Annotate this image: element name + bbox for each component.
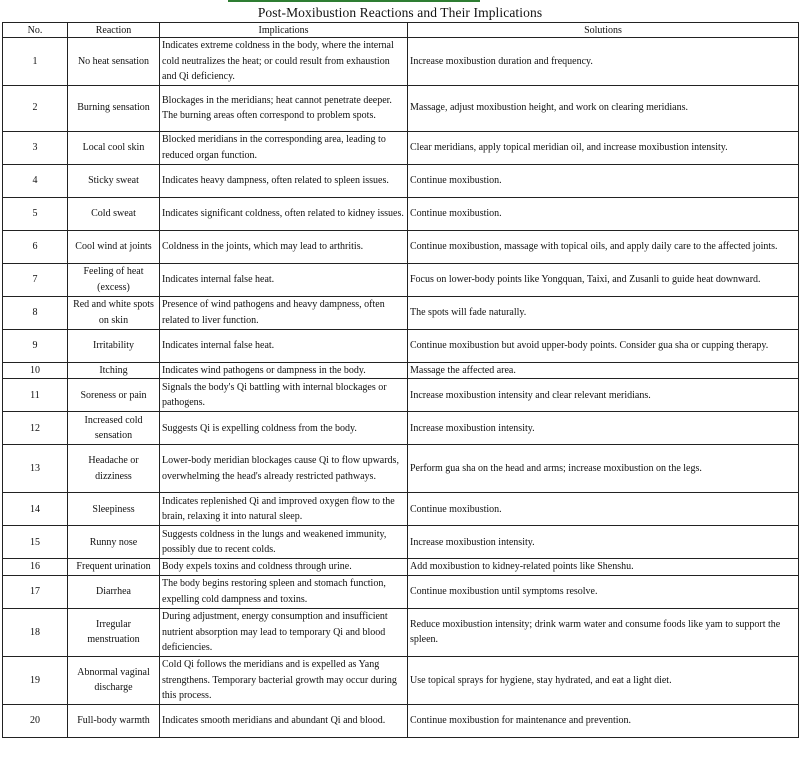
table-row [3,445,799,493]
table-row [3,164,799,197]
solutions-cell: Increase moxibustion intensity and clear relevant meridians. [408,379,799,412]
column-header-reaction: Reaction [68,23,160,38]
no-cell: 19 [3,656,68,704]
reaction-cell: Irregular menstruation [68,608,160,656]
reaction-cell: Burning sensation [68,85,160,131]
implications-cell: During adjustment, energy consumption and insufficient nutrient absorption may lead to temporary Qi and blood deficiencies. [160,608,408,656]
column-header-solutions: Solutions [408,23,799,38]
reaction-cell: Irritability [68,329,160,362]
table-row [3,263,799,296]
column-header-implications: Implications [160,23,408,38]
table-row [3,296,799,329]
reaction-cell: Feeling of heat (excess) [68,263,160,296]
no-cell: 14 [3,493,68,526]
solutions-cell: Use topical sprays for hygiene, stay hydrated, and eat a light diet. [408,656,799,704]
no-cell: 3 [3,131,68,164]
reaction-cell: Increased cold sensation [68,412,160,445]
solutions-cell: Continue moxibustion but avoid upper-body points. Consider gua sha or cupping therapy. [408,329,799,362]
reaction-cell: Headache or dizziness [68,445,160,493]
no-cell: 13 [3,445,68,493]
table-row [3,559,799,576]
solutions-cell: Massage the affected area. [408,362,799,379]
implications-cell: Lower-body meridian blockages cause Qi to flow upwards, overwhelming the head's already restricted pathways. [160,445,408,493]
reaction-cell: Itching [68,362,160,379]
solutions-cell: Massage, adjust moxibustion height, and work on clearing meridians. [408,85,799,131]
no-cell: 1 [3,38,68,86]
title-accent-bar [228,0,480,2]
no-cell: 20 [3,704,68,737]
no-cell: 2 [3,85,68,131]
solutions-cell: Increase moxibustion intensity. [408,526,799,559]
implications-cell: Indicates smooth meridians and abundant Qi and blood. [160,704,408,737]
table-row [3,608,799,656]
no-cell: 4 [3,164,68,197]
solutions-cell: Focus on lower-body points like Yongquan, Taixi, and Zusanli to guide heat downward. [408,263,799,296]
implications-cell: Blocked meridians in the corresponding area, leading to reduced organ function. [160,131,408,164]
table-row [3,575,799,608]
implications-cell: Indicates extreme coldness in the body, where the internal cold neutralizes the heat; or could result from exhaustion and Qi deficiency. [160,38,408,86]
reaction-cell: Sticky sweat [68,164,160,197]
table-row [3,85,799,131]
no-cell: 5 [3,197,68,230]
no-cell: 12 [3,412,68,445]
table-row [3,197,799,230]
table-row [3,379,799,412]
no-cell: 18 [3,608,68,656]
reaction-cell: Red and white spots on skin [68,296,160,329]
reaction-cell: Local cool skin [68,131,160,164]
table-row [3,362,799,379]
solutions-cell: Continue moxibustion. [408,164,799,197]
reaction-cell: No heat sensation [68,38,160,86]
solutions-cell: Increase moxibustion intensity. [408,412,799,445]
column-header-no: No. [3,23,68,38]
no-cell: 8 [3,296,68,329]
table-row [3,656,799,704]
implications-cell: Suggests coldness in the lungs and weakened immunity, possibly due to recent colds. [160,526,408,559]
table-row [3,704,799,737]
reaction-cell: Abnormal vaginal discharge [68,656,160,704]
solutions-cell: Perform gua sha on the head and arms; increase moxibustion on the legs. [408,445,799,493]
reaction-cell: Frequent urination [68,559,160,576]
reaction-cell: Soreness or pain [68,379,160,412]
table-row [3,493,799,526]
reaction-cell: Cool wind at joints [68,230,160,263]
implications-cell: Coldness in the joints, which may lead to arthritis. [160,230,408,263]
table-row [3,329,799,362]
reaction-cell: Cold sweat [68,197,160,230]
implications-cell: Suggests Qi is expelling coldness from the body. [160,412,408,445]
table-header-row [3,23,799,38]
no-cell: 9 [3,329,68,362]
no-cell: 16 [3,559,68,576]
implications-cell: Indicates internal false heat. [160,329,408,362]
reaction-cell: Runny nose [68,526,160,559]
no-cell: 7 [3,263,68,296]
implications-cell: Blockages in the meridians; heat cannot penetrate deeper. The burning areas often correspond to problem spots. [160,85,408,131]
solutions-cell: The spots will fade naturally. [408,296,799,329]
solutions-cell: Continue moxibustion for maintenance and prevention. [408,704,799,737]
no-cell: 10 [3,362,68,379]
table-title: Post-Moxibustion Reactions and Their Implications [257,5,543,20]
solutions-cell: Continue moxibustion until symptoms resolve. [408,575,799,608]
implications-cell: Indicates replenished Qi and improved oxygen flow to the brain, relaxing it into natural sleep. [160,493,408,526]
reactions-table [2,22,799,738]
no-cell: 15 [3,526,68,559]
solutions-cell: Continue moxibustion. [408,493,799,526]
reaction-cell: Full-body warmth [68,704,160,737]
implications-cell: Indicates heavy dampness, often related to spleen issues. [160,164,408,197]
solutions-cell: Clear meridians, apply topical meridian oil, and increase moxibustion intensity. [408,131,799,164]
solutions-cell: Increase moxibustion duration and frequency. [408,38,799,86]
implications-cell: Cold Qi follows the meridians and is expelled as Yang strengthens. Temporary bacterial growth may occur during this process. [160,656,408,704]
table-row [3,412,799,445]
implications-cell: Signals the body's Qi battling with internal blockages or pathogens. [160,379,408,412]
implications-cell: Indicates wind pathogens or dampness in the body. [160,362,408,379]
table-row [3,526,799,559]
implications-cell: The body begins restoring spleen and stomach function, expelling cold dampness and toxins. [160,575,408,608]
table-body [3,38,799,738]
implications-cell: Indicates internal false heat. [160,263,408,296]
implications-cell: Body expels toxins and coldness through urine. [160,559,408,576]
solutions-cell: Reduce moxibustion intensity; drink warm water and consume foods like yam to support the spleen. [408,608,799,656]
no-cell: 6 [3,230,68,263]
table-row [3,131,799,164]
solutions-cell: Add moxibustion to kidney-related points like Shenshu. [408,559,799,576]
table-row [3,38,799,86]
no-cell: 11 [3,379,68,412]
reaction-cell: Sleepiness [68,493,160,526]
no-cell: 17 [3,575,68,608]
reaction-cell: Diarrhea [68,575,160,608]
implications-cell: Presence of wind pathogens and heavy dampness, often related to liver function. [160,296,408,329]
implications-cell: Indicates significant coldness, often related to kidney issues. [160,197,408,230]
solutions-cell: Continue moxibustion. [408,197,799,230]
table-row [3,230,799,263]
solutions-cell: Continue moxibustion, massage with topical oils, and apply daily care to the affected joints. [408,230,799,263]
